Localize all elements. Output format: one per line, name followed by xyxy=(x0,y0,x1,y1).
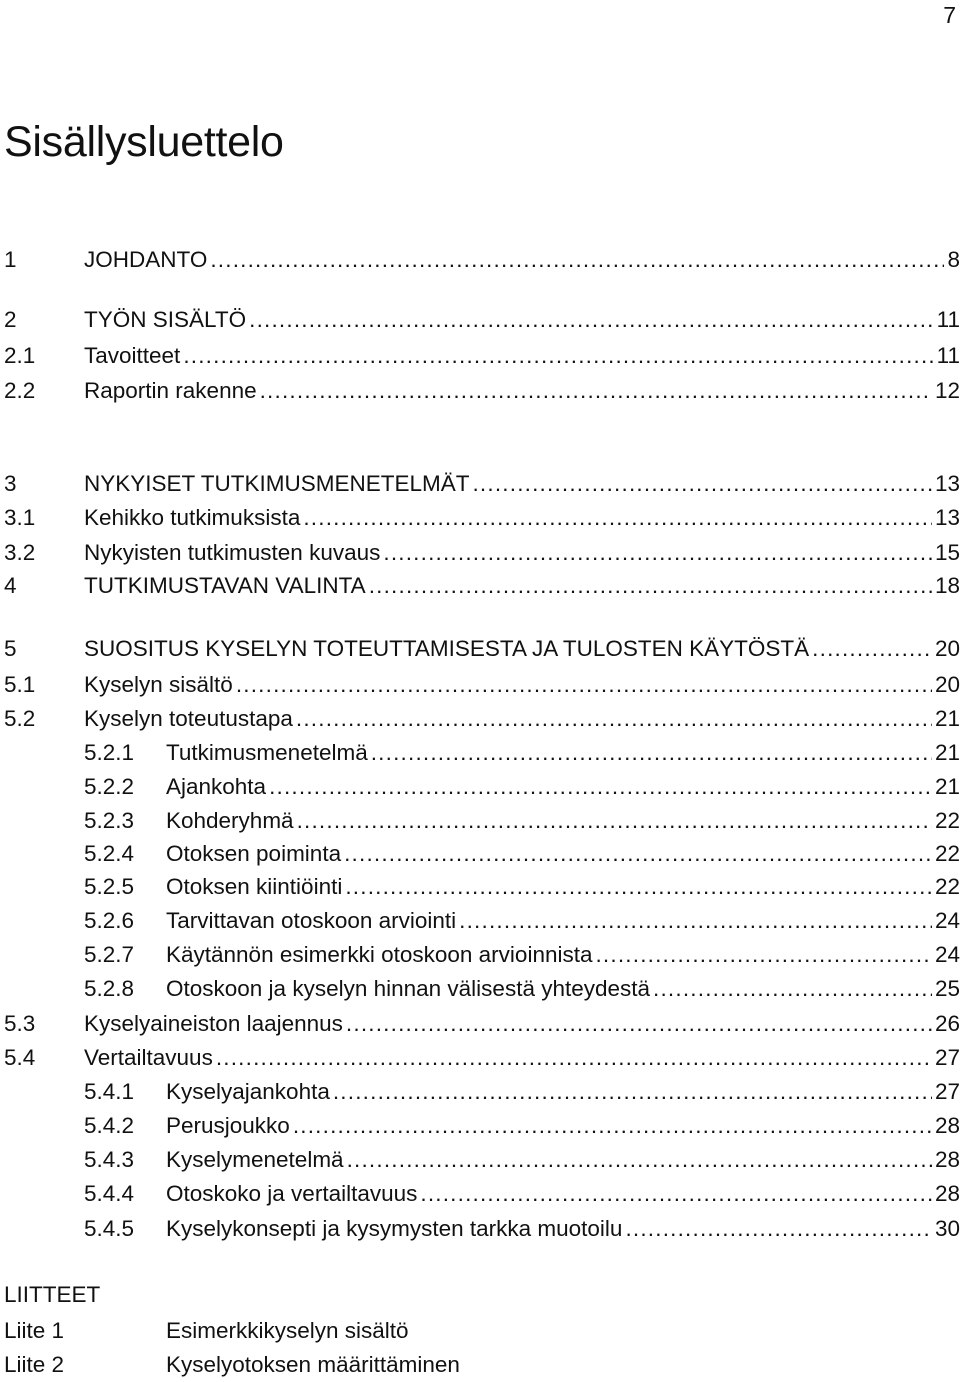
toc-entry[interactable] xyxy=(0,704,960,734)
toc-entry-line xyxy=(166,974,960,1004)
toc-entry[interactable] xyxy=(0,305,960,335)
toc-entry-number: 5.4 xyxy=(4,1045,36,1070)
toc-entry-page: 27 xyxy=(934,1045,960,1070)
toc-entry-page: 22 xyxy=(934,841,960,866)
dot-leader xyxy=(183,341,933,371)
toc-entry-page: 11 xyxy=(936,307,960,332)
toc-entry-number: 5.2.5 xyxy=(84,874,135,899)
appendix-title: Kyselyotoksen määrittäminen xyxy=(166,1352,460,1377)
dot-leader xyxy=(344,839,932,869)
dot-leader xyxy=(812,634,932,664)
toc-entry-line xyxy=(166,1111,960,1141)
toc-entry[interactable] xyxy=(0,503,960,533)
toc-entry-page: 25 xyxy=(934,976,960,1001)
toc-entry-line xyxy=(84,670,960,700)
page-title: Sisällysluettelo xyxy=(4,118,284,166)
toc-entry-number: 5.2.8 xyxy=(84,976,135,1001)
toc-entry[interactable] xyxy=(0,469,960,499)
toc-entry-page: 24 xyxy=(934,908,960,933)
toc-entry-number: 1 xyxy=(4,247,17,272)
toc-entry-number: 3.1 xyxy=(4,505,36,530)
toc-entry-label: Tarvittavan otoskoon arviointi xyxy=(166,908,457,933)
toc-entry-line xyxy=(166,806,960,836)
appendix-number: Liite 1 xyxy=(4,1318,65,1343)
toc-entry-number: 2.2 xyxy=(4,378,36,403)
toc-entry-line xyxy=(166,1214,960,1244)
toc-entry[interactable] xyxy=(0,839,960,869)
toc-entry-number: 5.4.4 xyxy=(84,1181,135,1206)
toc-entry-label: TUTKIMUSTAVAN VALINTA xyxy=(84,573,366,598)
toc-entry-label: Kyselyn toteutustapa xyxy=(84,706,293,731)
toc-entry-line xyxy=(166,839,960,869)
toc-entry-page: 21 xyxy=(934,706,960,731)
toc-entry-line xyxy=(84,704,960,734)
toc-entry-label: Tavoitteet xyxy=(84,343,181,368)
toc-entry-line xyxy=(84,341,960,371)
toc-entry-page: 24 xyxy=(934,942,960,967)
dot-leader xyxy=(249,305,934,335)
appendices-heading: LIITTEET xyxy=(4,1282,101,1307)
dot-leader xyxy=(347,1145,932,1175)
dot-leader xyxy=(595,940,931,970)
toc-entry-label: Otoskoko ja vertailtavuus xyxy=(166,1181,418,1206)
appendix-item xyxy=(0,1316,960,1346)
toc-entry-line xyxy=(84,571,960,601)
toc-entry-number: 5.2.1 xyxy=(84,740,135,765)
toc-entry-line xyxy=(84,469,960,499)
toc-entry-page: 28 xyxy=(934,1113,960,1138)
toc-entry-page: 22 xyxy=(934,808,960,833)
dot-leader xyxy=(346,1009,932,1039)
toc-entry-label: TYÖN SISÄLTÖ xyxy=(84,307,247,332)
dot-leader xyxy=(296,704,932,734)
toc-entry[interactable] xyxy=(0,634,960,664)
toc-entry-number: 2.1 xyxy=(4,343,36,368)
toc-entry[interactable] xyxy=(0,906,960,936)
toc-entry-page: 12 xyxy=(934,378,960,403)
dot-leader xyxy=(210,245,944,275)
dot-leader xyxy=(333,1077,932,1107)
dot-leader xyxy=(345,872,932,902)
toc-entry-number: 5.2.2 xyxy=(84,774,135,799)
toc-entry-page: 11 xyxy=(936,343,960,368)
toc-entry-label: JOHDANTO xyxy=(84,247,208,272)
toc-entry-line xyxy=(166,1077,960,1107)
toc-entry-number: 2 xyxy=(4,307,17,332)
toc-entry-page: 28 xyxy=(934,1181,960,1206)
toc-entry-line xyxy=(166,772,960,802)
dot-leader xyxy=(303,503,932,533)
toc-entry-line xyxy=(166,872,960,902)
dot-leader xyxy=(371,738,932,768)
toc-entry-label: Vertailtavuus xyxy=(84,1045,213,1070)
toc-entry-label: Nykyisten tutkimusten kuvaus xyxy=(84,540,381,565)
dot-leader xyxy=(369,571,932,601)
toc-entry-number: 3.2 xyxy=(4,540,36,565)
dot-leader xyxy=(236,670,932,700)
toc-entry-line xyxy=(84,1009,960,1039)
toc-entry-page: 8 xyxy=(947,247,960,272)
toc-entry-number: 5.4.2 xyxy=(84,1113,135,1138)
toc-entry[interactable] xyxy=(0,538,960,568)
dot-leader xyxy=(472,469,931,499)
toc-entry[interactable] xyxy=(0,940,960,970)
toc-entry-page: 21 xyxy=(934,740,960,765)
dot-leader xyxy=(653,974,932,1004)
toc-entry[interactable] xyxy=(0,974,960,1004)
dot-leader xyxy=(625,1214,932,1244)
toc-entry-number: 3 xyxy=(4,471,17,496)
toc-entry[interactable] xyxy=(0,670,960,700)
toc-entry[interactable] xyxy=(0,1111,960,1141)
toc-entry-page: 30 xyxy=(934,1216,960,1241)
toc-entry-label: Kyselymenetelmä xyxy=(166,1147,344,1172)
dot-leader xyxy=(293,1111,932,1141)
toc-entry-page: 28 xyxy=(934,1147,960,1172)
toc-entry-page: 27 xyxy=(934,1079,960,1104)
toc-entry-number: 5.4.1 xyxy=(84,1079,135,1104)
toc-entry[interactable] xyxy=(0,1009,960,1039)
toc-entry-label: Otoksen poiminta xyxy=(166,841,342,866)
dot-leader xyxy=(260,376,932,406)
toc-entry-label: SUOSITUS KYSELYN TOTEUTTAMISESTA JA TULOSTEN KÄYTÖSTÄ xyxy=(84,636,810,661)
toc-entry-line xyxy=(166,1179,960,1209)
toc-entry-line xyxy=(84,245,960,275)
toc-entry-line xyxy=(166,1145,960,1175)
toc-entry-page: 13 xyxy=(934,471,960,496)
toc-entry-page: 22 xyxy=(934,874,960,899)
toc-entry-line xyxy=(84,538,960,568)
toc-entry-page: 26 xyxy=(934,1011,960,1036)
toc-entry-label: Ajankohta xyxy=(166,774,267,799)
toc-entry-line xyxy=(166,940,960,970)
toc-entry-label: Perusjoukko xyxy=(166,1113,290,1138)
page-number: 7 xyxy=(943,2,956,28)
toc-entry-label: Kyselyn sisältö xyxy=(84,672,233,697)
toc-entry[interactable] xyxy=(0,1179,960,1209)
toc-entry-label: Tutkimusmenetelmä xyxy=(166,740,368,765)
toc-entry[interactable] xyxy=(0,341,960,371)
toc-entry[interactable] xyxy=(0,872,960,902)
toc-entry-label: Kyselykonsepti ja kysymysten tarkka muotoilu xyxy=(166,1216,623,1241)
toc-entry-line xyxy=(84,634,960,664)
toc-entry-number: 5.3 xyxy=(4,1011,36,1036)
toc-entry-number: 5.2.6 xyxy=(84,908,135,933)
toc-entry[interactable] xyxy=(0,1077,960,1107)
toc-entry-label: Raportin rakenne xyxy=(84,378,257,403)
toc-entry[interactable] xyxy=(0,376,960,406)
toc-entry-number: 4 xyxy=(4,573,17,598)
toc-entry-label: Kohderyhmä xyxy=(166,808,294,833)
dot-leader xyxy=(459,906,932,936)
toc-entry-label: NYKYISET TUTKIMUSMENETELMÄT xyxy=(84,471,470,496)
toc-entry-number: 5.2.4 xyxy=(84,841,135,866)
toc-entry-label: Otoskoon ja kyselyn hinnan välisestä yhteydestä xyxy=(166,976,651,1001)
toc-entry-line xyxy=(84,305,960,335)
dot-leader xyxy=(383,538,932,568)
dot-leader xyxy=(216,1043,932,1073)
toc-entry-number: 5.1 xyxy=(4,672,36,697)
toc-entry-number: 5 xyxy=(4,636,17,661)
toc-entry-page: 18 xyxy=(934,573,960,598)
toc-entry-label: Käytännön esimerkki otoskoon arvioinnista xyxy=(166,942,593,967)
toc-entry-number: 5.2.7 xyxy=(84,942,135,967)
appendix-item xyxy=(0,1350,960,1380)
toc-entry-label: Kyselyaineiston laajennus xyxy=(84,1011,343,1036)
toc-entry[interactable] xyxy=(0,772,960,802)
toc-entry-page: 20 xyxy=(934,636,960,661)
toc-entry[interactable] xyxy=(0,738,960,768)
toc-entry-line xyxy=(84,503,960,533)
toc-entry-label: Kyselyajankohta xyxy=(166,1079,330,1104)
dot-leader xyxy=(297,806,932,836)
toc-entry-page: 13 xyxy=(934,505,960,530)
toc-entry-page: 20 xyxy=(934,672,960,697)
toc-entry[interactable] xyxy=(0,1214,960,1244)
toc-entry-line xyxy=(84,1043,960,1073)
dot-leader xyxy=(269,772,932,802)
toc-entry-number: 5.2.3 xyxy=(84,808,135,833)
toc-entry-number: 5.4.3 xyxy=(84,1147,135,1172)
toc-entry[interactable] xyxy=(0,806,960,836)
toc-entry-number: 5.2 xyxy=(4,706,36,731)
toc-entry-label: Otoksen kiintiöinti xyxy=(166,874,343,899)
appendix-title: Esimerkkikyselyn sisältö xyxy=(166,1318,409,1343)
appendix-number: Liite 2 xyxy=(4,1352,65,1377)
toc-entry[interactable] xyxy=(0,571,960,601)
toc-entry-line xyxy=(84,376,960,406)
toc-entry-label: Kehikko tutkimuksista xyxy=(84,505,301,530)
toc-entry[interactable] xyxy=(0,1145,960,1175)
toc-entry-line xyxy=(166,738,960,768)
toc-entry-number: 5.4.5 xyxy=(84,1216,135,1241)
toc-entry-page: 21 xyxy=(934,774,960,799)
toc-entry-page: 15 xyxy=(934,540,960,565)
toc-entry-line xyxy=(166,906,960,936)
toc-entry[interactable] xyxy=(0,245,960,275)
dot-leader xyxy=(420,1179,932,1209)
toc-entry[interactable] xyxy=(0,1043,960,1073)
